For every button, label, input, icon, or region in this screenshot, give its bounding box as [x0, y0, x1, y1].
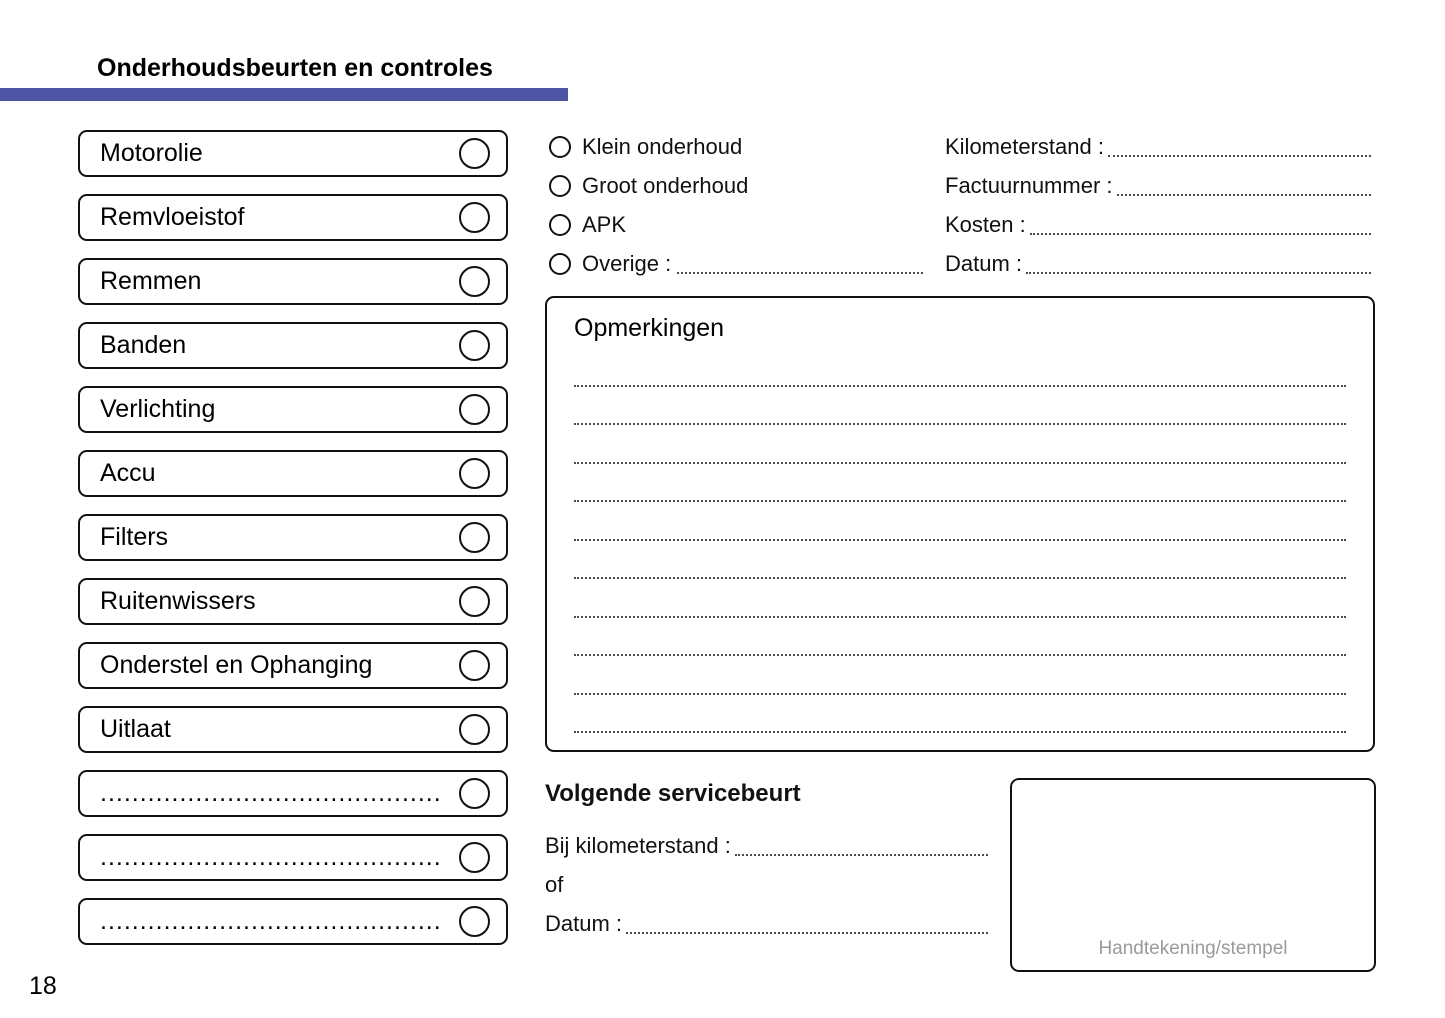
checkbox-circle[interactable]: [459, 266, 490, 297]
fill-in-line[interactable]: [1030, 233, 1371, 235]
signature-stamp-box[interactable]: [1010, 778, 1376, 972]
service-type-label: Klein onderhoud: [582, 133, 743, 159]
checklist-item-label: Ruitenwissers: [100, 587, 256, 615]
next-service-title: Volgende servicebeurt: [545, 780, 801, 807]
remarks-box: [545, 296, 1375, 752]
field-label: Kosten :: [945, 211, 1026, 237]
page-title: Onderhoudsbeurten en controles: [97, 54, 493, 82]
service-type-label: Groot onderhoud: [582, 172, 749, 198]
checklist-item-blank-label[interactable]: ...........................................: [100, 843, 442, 871]
checkbox-circle[interactable]: [459, 586, 490, 617]
checklist-item-label: Uitlaat: [100, 715, 171, 743]
checklist-item-blank-label[interactable]: ...........................................: [100, 779, 442, 807]
checklist-item-label: Verlichting: [100, 395, 216, 423]
checklist-item-blank-label[interactable]: ...........................................: [100, 907, 442, 935]
field-kilometerstand: [945, 127, 1371, 166]
remark-line[interactable]: [574, 656, 1346, 695]
checklist-item-ruitenwissers: [78, 578, 508, 625]
fill-in-line[interactable]: [626, 932, 988, 934]
field-label: Kilometerstand :: [945, 133, 1104, 159]
overige-fill-in-line[interactable]: [677, 272, 923, 274]
remark-line[interactable]: [574, 579, 1346, 618]
next-service-km-label: Bij kilometerstand :: [545, 832, 731, 858]
checkbox-circle[interactable]: [459, 714, 490, 745]
fill-in-line[interactable]: [1117, 194, 1372, 196]
remark-line[interactable]: [574, 541, 1346, 580]
checklist-item-remvloeistof: [78, 194, 508, 241]
admin-fields: [945, 127, 1371, 283]
remark-line[interactable]: [574, 695, 1346, 734]
next-service-section: [545, 780, 988, 943]
remark-line[interactable]: [574, 348, 1346, 387]
checkbox-circle[interactable]: [459, 458, 490, 489]
field-label: Datum :: [945, 250, 1023, 276]
service-type-groot-onderhoud: [549, 166, 923, 205]
remark-line[interactable]: [574, 618, 1346, 657]
checklist-item-label: Remvloeistof: [100, 203, 245, 231]
checkbox-circle[interactable]: [459, 394, 490, 425]
service-type-label: Overige :: [582, 250, 672, 276]
remark-line[interactable]: [574, 425, 1346, 464]
checklist-item-remmen: [78, 258, 508, 305]
next-service-or-label: of: [545, 871, 564, 897]
checkbox-circle[interactable]: [459, 138, 490, 169]
service-type-options: [549, 127, 923, 283]
checklist-item-label: Accu: [100, 459, 156, 487]
signature-stamp-label: Handtekening/stempel: [1098, 938, 1288, 959]
service-type-klein-onderhoud: [549, 127, 923, 166]
checkbox-circle[interactable]: [459, 650, 490, 681]
checklist-item-motorolie: [78, 130, 508, 177]
service-type-overige: [549, 244, 923, 283]
radio-circle[interactable]: [549, 136, 571, 158]
service-type-apk: [549, 205, 923, 244]
checkbox-circle[interactable]: [459, 778, 490, 809]
remark-line[interactable]: [574, 502, 1346, 541]
checklist-item-blank-3: [78, 898, 508, 945]
next-service-date-label: Datum :: [545, 910, 623, 936]
checklist-item-onderstel-en-ophanging: [78, 642, 508, 689]
remarks-title: Opmerkingen: [574, 314, 725, 342]
page-number: 18: [29, 972, 57, 1000]
maintenance-checklist: [78, 130, 508, 962]
checkbox-circle[interactable]: [459, 330, 490, 361]
checkbox-circle[interactable]: [459, 906, 490, 937]
next-service-date-row: [545, 904, 988, 943]
fill-in-line[interactable]: [735, 854, 988, 856]
checkbox-circle[interactable]: [459, 522, 490, 553]
checklist-item-label: Filters: [100, 523, 169, 551]
checklist-item-label: Remmen: [100, 267, 202, 295]
fill-in-line[interactable]: [1108, 155, 1371, 157]
next-service-km-row: [545, 826, 988, 865]
checklist-item-blank-1: [78, 770, 508, 817]
checklist-item-label: Motorolie: [100, 139, 203, 167]
remark-line[interactable]: [574, 464, 1346, 503]
checklist-item-blank-2: [78, 834, 508, 881]
title-accent-bar: [0, 88, 568, 101]
checkbox-circle[interactable]: [459, 202, 490, 233]
radio-circle[interactable]: [549, 214, 571, 236]
field-label: Factuurnummer :: [945, 172, 1113, 198]
field-kosten: [945, 205, 1371, 244]
radio-circle[interactable]: [549, 175, 571, 197]
radio-circle[interactable]: [549, 253, 571, 275]
service-type-label: APK: [582, 211, 627, 237]
fill-in-line[interactable]: [1026, 272, 1371, 274]
checklist-item-label: Onderstel en Ophanging: [100, 651, 373, 679]
field-factuurnummer: [945, 166, 1371, 205]
checkbox-circle[interactable]: [459, 842, 490, 873]
checklist-item-uitlaat: [78, 706, 508, 753]
checklist-item-accu: [78, 450, 508, 497]
checklist-item-filters: [78, 514, 508, 561]
remark-line[interactable]: [574, 387, 1346, 426]
checklist-item-label: Banden: [100, 331, 187, 359]
checklist-item-banden: [78, 322, 508, 369]
checklist-item-verlichting: [78, 386, 508, 433]
field-datum: [945, 244, 1371, 283]
